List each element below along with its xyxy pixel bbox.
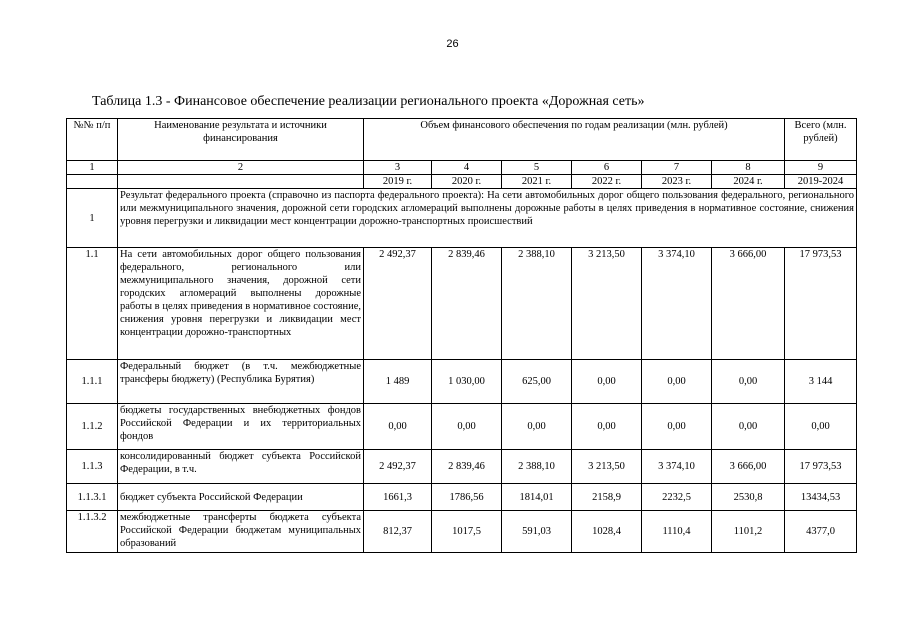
table-row <box>67 360 857 404</box>
row-name: консолидированный бюджет субъекта Российской Федерации, в т.ч. <box>118 450 364 484</box>
value-cell: 2 388,10 <box>502 248 572 360</box>
table-row <box>67 404 857 450</box>
value-cell: 2 839,46 <box>432 248 502 360</box>
value-cell: 17 973,53 <box>785 450 857 484</box>
value-cell: 625,00 <box>502 360 572 404</box>
col-number: 6 <box>572 161 642 175</box>
value-cell: 0,00 <box>712 360 785 404</box>
value-cell: 0,00 <box>364 404 432 450</box>
row-number: 1.1.3.2 <box>67 511 118 553</box>
value-cell: 1661,3 <box>364 484 432 511</box>
col-number: 4 <box>432 161 502 175</box>
row-name: На сети автомобильных дорог общего пользования федерального, регионального или межмуниципального значения, дорожной сети городских агломераций выполнены дорожные работы в целях приведения в нормативное состояние, снижения уровня перегрузки и ликвидации мест концентрации дорожно-транспортных <box>118 248 364 360</box>
value-cell: 2 492,37 <box>364 450 432 484</box>
row-number: 1.1.2 <box>67 404 118 450</box>
federal-result-text: Результат федерального проекта (справочно из паспорта федерального проекта): На сети автомобильных дорог общего пользования федерального, регионального или межмуниципального значения, дорожной сети городских агломераций выполнены дорожные работы в целях приведения в нормативное состояние, снижения уровня перегрузки и ликвидации мест концентрации дорожно-транспортных происшествий <box>118 189 857 248</box>
value-cell: 3 374,10 <box>642 248 712 360</box>
value-cell: 0,00 <box>642 360 712 404</box>
row-number: 1.1.1 <box>67 360 118 404</box>
row-name: бюджет субъекта Российской Федерации <box>118 484 364 511</box>
col-number: 9 <box>785 161 857 175</box>
value-cell: 0,00 <box>502 404 572 450</box>
table-row <box>67 484 857 511</box>
value-cell: 3 213,50 <box>572 450 642 484</box>
year-header: 2019 г. <box>364 175 432 189</box>
year-header: 2019-2024 <box>785 175 857 189</box>
col-number: 7 <box>642 161 712 175</box>
value-cell: 1786,56 <box>432 484 502 511</box>
table-title: Таблица 1.3 - Финансовое обеспечение реализации регионального проекта «Дорожная сеть» <box>92 94 645 109</box>
row-name: бюджеты государственных внебюджетных фондов Российской Федерации и их территориальных фондов <box>118 404 364 450</box>
header-total: Всего (млн. рублей) <box>785 119 857 161</box>
year-header: 2022 г. <box>572 175 642 189</box>
value-cell: 0,00 <box>572 360 642 404</box>
value-cell: 2 839,46 <box>432 450 502 484</box>
col-number: 2 <box>118 161 364 175</box>
year-header: 2023 г. <box>642 175 712 189</box>
value-cell: 4377,0 <box>785 511 857 553</box>
value-cell: 1 030,00 <box>432 360 502 404</box>
header-volume: Объем финансового обеспечения по годам реализации (млн. рублей) <box>364 119 785 161</box>
value-cell: 1028,4 <box>572 511 642 553</box>
col-number: 8 <box>712 161 785 175</box>
value-cell: 17 973,53 <box>785 248 857 360</box>
value-cell: 1110,4 <box>642 511 712 553</box>
value-cell: 0,00 <box>785 404 857 450</box>
table-row <box>67 248 857 360</box>
col-number: 3 <box>364 161 432 175</box>
value-cell: 13434,53 <box>785 484 857 511</box>
value-cell: 2 492,37 <box>364 248 432 360</box>
value-cell: 3 144 <box>785 360 857 404</box>
page-number: 26 <box>446 38 459 50</box>
value-cell: 3 666,00 <box>712 248 785 360</box>
year-header: 2021 г. <box>502 175 572 189</box>
header-num: №№ п/п <box>67 119 118 161</box>
value-cell: 2530,8 <box>712 484 785 511</box>
value-cell: 1017,5 <box>432 511 502 553</box>
value-cell: 2232,5 <box>642 484 712 511</box>
row-number: 1.1.3.1 <box>67 484 118 511</box>
value-cell: 1814,01 <box>502 484 572 511</box>
row-name: межбюджетные трансферты бюджета субъекта Российской Федерации бюджетам муниципальных образований <box>118 511 364 553</box>
value-cell: 0,00 <box>712 404 785 450</box>
value-cell: 3 374,10 <box>642 450 712 484</box>
value-cell: 0,00 <box>432 404 502 450</box>
value-cell: 1101,2 <box>712 511 785 553</box>
value-cell: 2 388,10 <box>502 450 572 484</box>
col-number: 5 <box>502 161 572 175</box>
year-header: 2024 г. <box>712 175 785 189</box>
value-cell: 0,00 <box>642 404 712 450</box>
col-number: 1 <box>67 161 118 175</box>
value-cell: 3 666,00 <box>712 450 785 484</box>
value-cell: 3 213,50 <box>572 248 642 360</box>
financing-table <box>66 118 857 553</box>
header-name: Наименование результата и источники финансирования <box>118 119 364 161</box>
row-number: 1.1 <box>67 248 118 360</box>
value-cell: 812,37 <box>364 511 432 553</box>
table-row <box>67 450 857 484</box>
value-cell: 0,00 <box>572 404 642 450</box>
value-cell: 2158,9 <box>572 484 642 511</box>
table-row <box>67 511 857 553</box>
row-number: 1.1.3 <box>67 450 118 484</box>
row-number: 1 <box>67 189 118 248</box>
value-cell: 591,03 <box>502 511 572 553</box>
year-header: 2020 г. <box>432 175 502 189</box>
row-name: Федеральный бюджет (в т.ч. межбюджетные трансферы бюджету) (Республика Бурятия) <box>118 360 364 404</box>
value-cell: 1 489 <box>364 360 432 404</box>
